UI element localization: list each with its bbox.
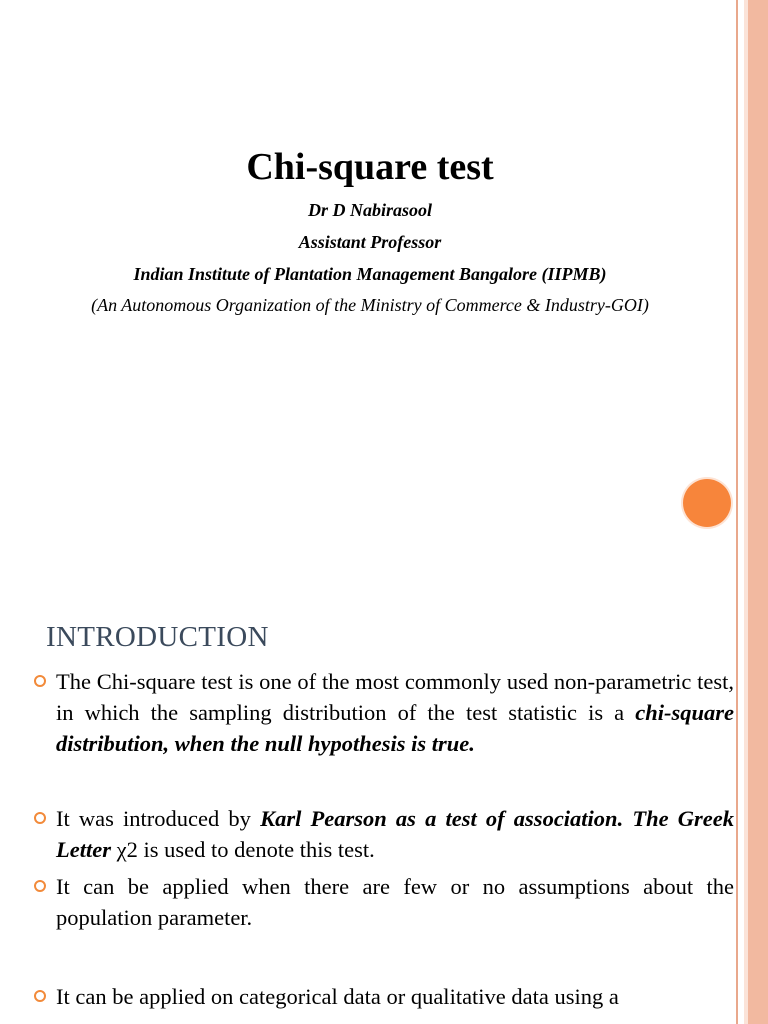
border-band — [748, 577, 768, 1024]
list-item — [34, 871, 734, 933]
bullet-emphasis: chi-square distribution, when the null hypothesis is true. — [56, 700, 734, 756]
bullet-text: It was introduced by — [56, 806, 261, 831]
bullet-text: The Chi-square test is one of the most commonly used non-parametric test, in which the sampling distribution of the test statistic is a — [56, 669, 734, 725]
list-item — [34, 981, 734, 1012]
introduction-slide — [0, 577, 768, 1024]
bullet-list — [34, 666, 734, 1012]
list-item — [34, 803, 734, 865]
bullet-text: It can be applied on categorical data or qualitative data using a — [56, 984, 619, 1009]
author-name: Dr D Nabirasool — [307, 200, 432, 220]
bullet-text: It can be applied when there are few or no assumptions about the population parameter. — [56, 874, 734, 930]
bullet-text-end: χ2 is used to denote this test. — [110, 837, 375, 862]
bullet-circle-icon — [34, 990, 46, 1002]
slide-title: Chi-square test — [246, 146, 494, 188]
border-line — [736, 0, 738, 577]
author-position: Assistant Professor — [298, 232, 442, 252]
bullet-circle-icon — [34, 812, 46, 824]
institute-name: Indian Institute of Plantation Management Bangalore (IIPMB) — [133, 264, 607, 284]
list-item — [34, 666, 734, 759]
bullet-circle-icon — [34, 880, 46, 892]
bullet-circle-icon — [34, 675, 46, 687]
border-band — [748, 0, 768, 577]
bullet-emphasis: Karl Pearson as a test of association. The Greek Letter — [56, 806, 734, 862]
organization-note: (An Autonomous Organization of the Ministry of Commerce & Industry-GOI) — [91, 295, 649, 315]
orange-circle-decoration — [683, 479, 731, 527]
section-heading: INTRODUCTION — [46, 621, 269, 653]
border-line — [736, 577, 738, 1024]
